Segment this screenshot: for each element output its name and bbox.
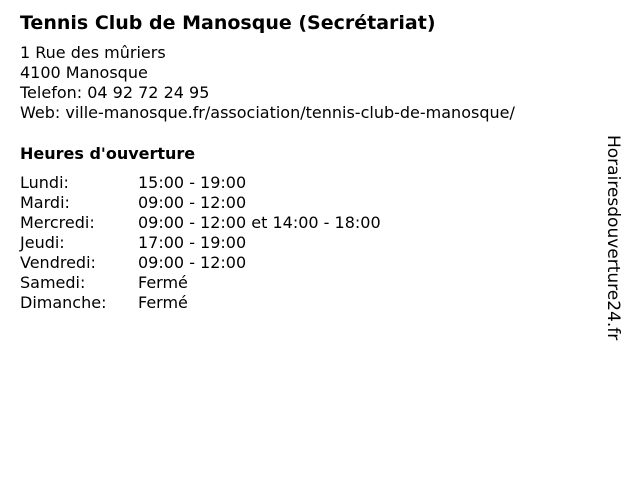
hours-row-jeudi xyxy=(20,233,381,253)
day-label: Mercredi: xyxy=(20,213,95,232)
day-label: Jeudi: xyxy=(20,233,65,252)
time-value: 09:00 - 12:00 et 14:00 - 18:00 xyxy=(138,213,381,232)
day-label: Lundi: xyxy=(20,173,69,192)
opening-hours-table xyxy=(20,173,381,313)
street-address: 1 Rue des mûriers xyxy=(20,43,166,62)
hours-row-lundi xyxy=(20,173,381,193)
day-label: Mardi: xyxy=(20,193,70,212)
website-link: Web: ville-manosque.fr/association/tennis-club-de-manosque/ xyxy=(20,103,515,122)
hours-row-samedi xyxy=(20,273,381,293)
time-value: 17:00 - 19:00 xyxy=(138,233,247,252)
time-value: 15:00 - 19:00 xyxy=(138,173,247,192)
time-value: Fermé xyxy=(138,273,188,292)
hours-row-vendredi xyxy=(20,253,381,273)
hours-heading: Heures d'ouverture xyxy=(20,144,196,163)
day-label: Vendredi: xyxy=(20,253,96,272)
page-title: Tennis Club de Manosque (Secrétariat) xyxy=(20,12,436,34)
hours-row-dimanche xyxy=(20,293,381,313)
hours-row-mardi xyxy=(20,193,381,213)
time-value: 09:00 - 12:00 xyxy=(138,253,247,272)
day-label: Samedi: xyxy=(20,273,86,292)
day-label: Dimanche: xyxy=(20,293,107,312)
time-value: 09:00 - 12:00 xyxy=(138,193,247,212)
time-value: Fermé xyxy=(138,293,188,312)
watermark: Horairesdouverture24.fr xyxy=(603,135,623,341)
city-address: 4100 Manosque xyxy=(20,63,148,82)
contact-block xyxy=(20,43,515,123)
hours-row-mercredi xyxy=(20,213,381,233)
phone-number: Telefon: 04 92 72 24 95 xyxy=(20,83,210,102)
